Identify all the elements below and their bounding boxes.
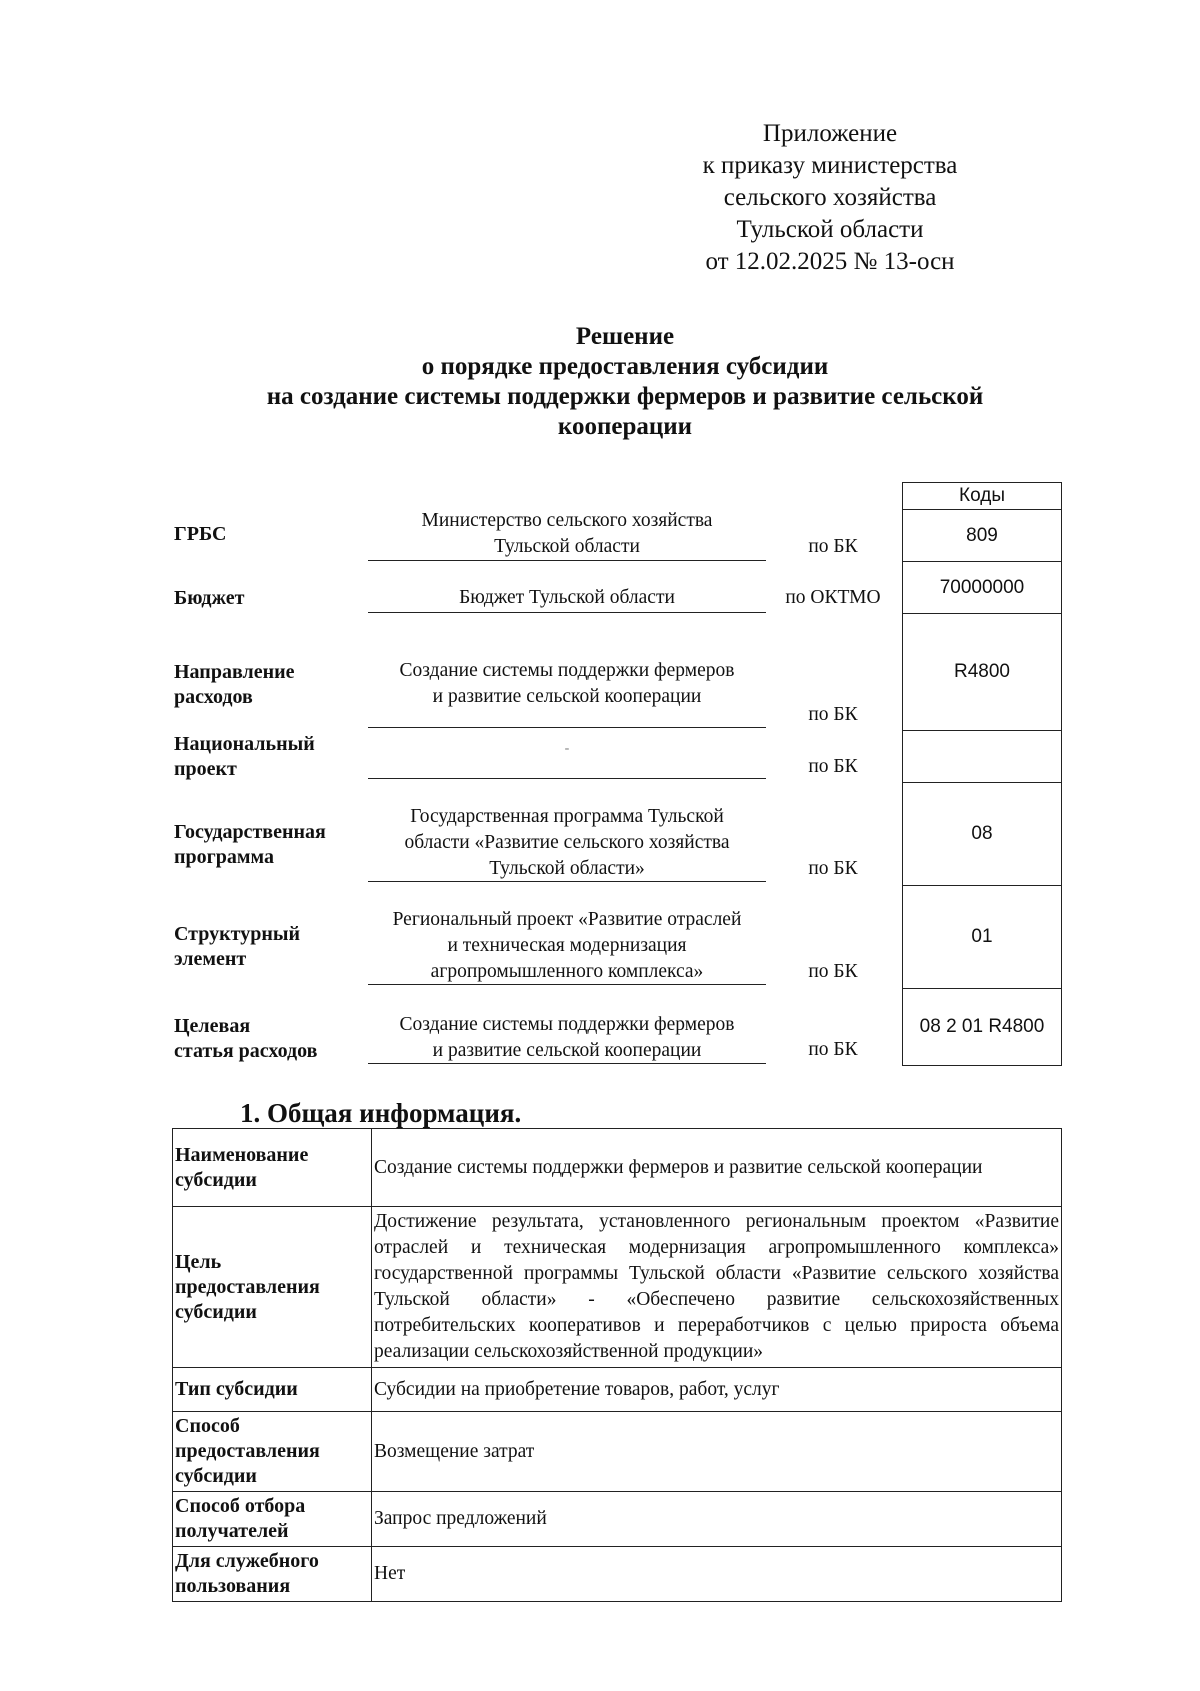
structural-element-label-line-1: Структурный: [174, 923, 300, 945]
target-article-value-line-2: и развитие сельской кооперации: [432, 1040, 702, 1061]
appendix-ministry: сельского хозяйства: [723, 184, 937, 211]
budget-label: Бюджет: [174, 587, 245, 609]
target-article-value: [368, 1012, 766, 1064]
appendix-header: [640, 118, 1020, 278]
key-line: предоставления: [175, 1275, 320, 1298]
code-grbs: 809: [903, 509, 1061, 561]
state-program-label-line-2: программа: [174, 846, 274, 868]
codes-header: Коды: [959, 485, 1005, 506]
code-direction: R4800: [903, 613, 1061, 730]
code-structural-element: 01: [903, 885, 1061, 988]
table-key-subsidy-type: [173, 1368, 372, 1412]
table-value-subsidy-type: Субсидии на приобретение товаров, работ, услуг: [372, 1368, 1062, 1412]
state-program-value-line-3: Тульской области»: [489, 858, 645, 879]
title-line-3: на создание системы поддержки фермеров и развитие сельской: [266, 383, 984, 410]
direction-value-line-1: Создание системы поддержки фермеров: [399, 660, 735, 681]
direction-value-line-2: и развитие сельской кооперации: [432, 686, 702, 707]
table-value-provision-method: Возмещение затрат: [372, 1412, 1062, 1492]
budget-by: по ОКТМО: [785, 587, 881, 608]
key-line: субсидии: [175, 1465, 257, 1487]
grbs-label: ГРБС: [174, 523, 227, 545]
document-title: [150, 322, 1100, 442]
grbs-value: [368, 508, 766, 560]
table-key-selection-method: [173, 1492, 372, 1547]
structural-element-value-line-1: Региональный проект «Развитие отраслей: [392, 909, 742, 930]
title-line-2: о порядке предоставления субсидии: [421, 353, 829, 380]
table-value-purpose: Достижение результата, установленного региональным проектом «Развитие отраслей и техническая модернизация агропромышленного комплекса» государственной программы Тульской области «Развитие сельского хозяйства Тульской области» - «Обеспечено развитие сельскохозяйственных потребительских кооперативов и переработчиков с целью прироста объема реализации сельскохозяйственной продукции»: [372, 1207, 1062, 1368]
budget-underline: [368, 612, 766, 613]
direction-label-line-2: расходов: [174, 686, 253, 708]
target-article-by: по БК: [808, 1039, 858, 1060]
key-line: предоставления: [175, 1440, 320, 1462]
grbs-value-line-1: Министерство сельского хозяйства: [421, 510, 713, 531]
key-line: Цель: [175, 1250, 222, 1273]
title-line-1: Решение: [575, 323, 675, 350]
national-project-label-line-1: Национальный: [174, 733, 315, 755]
key-line: Способ отбора: [175, 1495, 306, 1517]
table-row: [173, 1547, 1062, 1602]
table-value-subsidy-name: Создание системы поддержки фермеров и развитие сельской кооперации: [372, 1129, 1062, 1207]
table-row: [173, 1492, 1062, 1547]
state-program-value-line-2: области «Развитие сельского хозяйства: [404, 832, 730, 853]
codes-table: [902, 482, 1062, 1066]
table-row: [173, 1129, 1062, 1207]
table-key-subsidy-name: [173, 1129, 372, 1207]
target-article-label-line-2: статья расходов: [174, 1040, 318, 1062]
section-1-heading: 1. Общая информация.: [240, 1098, 522, 1128]
target-article-label-line-1: Целевая: [174, 1015, 251, 1037]
table-key-purpose: [173, 1207, 372, 1368]
key-line: Способ: [175, 1415, 240, 1437]
key-line: субсидии: [175, 1168, 257, 1191]
key-line: Наименование: [175, 1143, 309, 1166]
state-program-value: [368, 804, 766, 882]
appendix-date-number: от 12.02.2025 № 13-осн: [705, 248, 955, 275]
table-key-official-use: [173, 1547, 372, 1602]
table-value-selection-method: Запрос предложений: [372, 1492, 1062, 1547]
target-article-value-line-1: Создание системы поддержки фермеров: [399, 1014, 735, 1035]
state-program-label: [174, 820, 364, 870]
table-row: [173, 1207, 1062, 1368]
appendix-region: Тульской области: [736, 216, 924, 243]
national-project-underline: [368, 778, 766, 779]
table-key-provision-method: [173, 1412, 372, 1492]
national-project-by: по БК: [808, 756, 858, 777]
state-program-label-line-1: Государственная: [174, 821, 326, 843]
grbs-value-line-2: Тульской области: [494, 536, 640, 557]
code-national-project: [903, 730, 1061, 782]
direction-underline: [368, 727, 766, 728]
general-info-table: [172, 1128, 1062, 1602]
structural-element-value-line-2: и техническая модернизация: [447, 935, 687, 956]
national-project-value: -: [564, 741, 570, 756]
code-target-article: 08 2 01 R4800: [903, 988, 1061, 1065]
code-state-program: 08: [903, 782, 1061, 885]
structural-element-value: [368, 907, 766, 985]
direction-label: [174, 660, 364, 710]
code-budget: 70000000: [903, 561, 1061, 613]
target-article-underline: [368, 1063, 766, 1064]
grbs-by: по БК: [808, 536, 858, 557]
state-program-by: по БК: [808, 858, 858, 879]
direction-by: по БК: [808, 704, 858, 725]
key-line: Тип субсидии: [175, 1378, 298, 1400]
appendix-order-ref: к приказу министерства: [702, 152, 958, 179]
key-line: Для служебного: [175, 1550, 319, 1572]
grbs-underline: [368, 560, 766, 561]
national-project-label-line-2: проект: [174, 758, 237, 780]
direction-label-line-1: Направление: [174, 661, 295, 683]
structural-element-by: по БК: [808, 961, 858, 982]
appendix-title: Приложение: [762, 120, 898, 147]
state-program-value-line-1: Государственная программа Тульской: [410, 806, 724, 827]
key-line: субсидии: [175, 1300, 257, 1323]
table-value-official-use: Нет: [372, 1547, 1062, 1602]
table-row: [173, 1412, 1062, 1492]
target-article-label: [174, 1014, 364, 1064]
structural-element-label: [174, 922, 364, 972]
structural-element-underline: [368, 984, 766, 985]
national-project-label: [174, 732, 364, 782]
key-line: пользования: [175, 1575, 291, 1597]
structural-element-value-line-3: агропромышленного комплекса»: [430, 961, 704, 982]
budget-value: Бюджет Тульской области: [459, 587, 675, 608]
structural-element-label-line-2: элемент: [174, 948, 247, 970]
state-program-underline: [368, 881, 766, 882]
direction-value: [368, 658, 766, 710]
title-line-4: кооперации: [557, 413, 693, 440]
key-line: получателей: [175, 1520, 289, 1542]
table-row: [173, 1368, 1062, 1412]
